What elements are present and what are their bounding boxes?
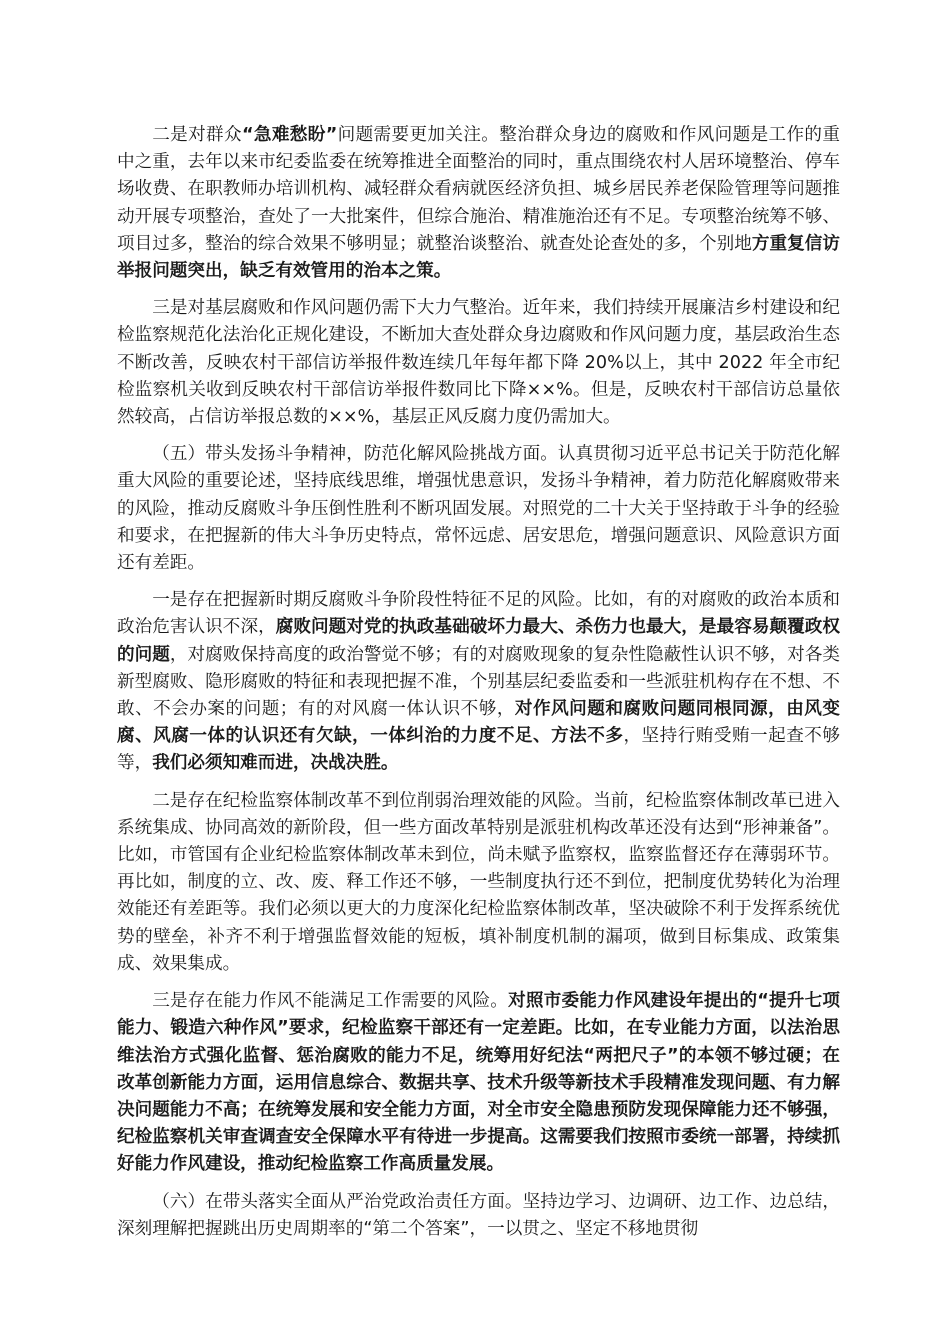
- document-page: [117, 122, 840, 1253]
- text-run: 一是存在把握新时期反腐败斗争阶段性特征不足的风险。: [152, 590, 594, 611]
- text-run-bold: 腐败问题对党的执政基础破坏力最大、杀伤力也最大，是最容易颠覆政权的问题: [117, 617, 840, 665]
- text-run-bold: 方重复信访举报问题突出，缺乏有效管用的治本之策。: [117, 233, 840, 282]
- text-run-bold: 对作风问题和腐败问题同根同源，由风变腐、风腐一体的认识还有欠缺，一体纠治的力度不足、方法不多: [117, 699, 840, 747]
- text-run: （五）带头发扬斗争精神，防范化解风险挑战方面。认真贯彻习近平总书记关于防范化解重大风险的重要论述，坚持底线思维，增强忧患意识，发扬斗争精神，着力防范化解腐败带来的风险，推动反腐败斗争压倒性胜利不断巩固发展。对照党的二十大关于坚持敢于斗争的经验和要求，在把握新的伟大斗争历史特点，常怀远虑、居安思危，增强问题意识、风险意识方面还有差距。: [117, 444, 840, 574]
- text-run: ，对腐败保持高度的政治警觉不够；有的对腐败现象的复杂性隐蔽性认识不够，对各类新型腐败、隐形腐败的特征和表现把握不准，个别基层纪委监委和一些派驻机构存在不想、不敢、不会办案的问题；有的对风腐一体认识不够，: [117, 644, 840, 720]
- text-run: 三是存在能力作风不能满足工作需要的风险。: [152, 991, 509, 1012]
- paragraph-risk-two: [117, 788, 840, 978]
- paragraph-grassroots-corruption: [117, 295, 840, 431]
- text-run: 二是对群众: [152, 125, 242, 145]
- text-run: 问题需要更加关注。整治群众身边的腐败和作风问题是工作的重中之重，去年以来市纪委监委在统筹推进全面整治的同时，重点围绕农村人居环境整治、停车场收费、在职教师办培训机构、减轻群众看病就医经济负担、城乡居民养老保险管理等问题推动开展专项整治，查处了一大批案件，但综合施治、精准施治还有不足。专项整治统筹不够、项目过多，整治的综合效果不够明显；就整治谈整治、就查处论查处的多，个别地: [117, 125, 840, 254]
- text-run: 三是对基层腐败和作风问题仍需下大力气整治。近年来，我们持续开展廉洁乡村建设和纪检监察规范化法治化正规化建设，不断加大查处群众身边腐败和作风问题力度，基层政治生态不断改善，反映农村干部信访举报件数连续几年每年都下降 20%以上，其中 2022 年全市纪检监察机关收到反映农村干部信访举报件数同比下降××%。但是，反映农村干部信访总量依然较高，占信访举报总数的××%，基层正风反腐力度仍需加大。: [117, 298, 840, 428]
- text-run: （六）在带头落实全面从严治党政治责任方面。坚持边学习、边调研、边工作、边总结，深刻理解把握跳出历史周期率的“第二个答案”，一以贯之、坚定不移地贯彻: [117, 1191, 840, 1239]
- paragraph-risk-three: [117, 988, 840, 1178]
- text-run: 比如，有的对腐败的政治本质和政治危害认识不深，: [117, 590, 840, 638]
- paragraph-risk-one: [117, 587, 840, 777]
- text-run-bold: 对照市委能力作风建设年提出的“提升七项能力、锻造六种作风”要求，纪检监察干部还有一定差距。比如，在专业能力方面，以法治思维法治方式强化监督、惩治腐败的能力不足，统筹用好纪法“两把尺子”的本领不够过硬；在改革创新能力方面，运用信息综合、数据共享、技术升级等新技术手段精准发现问题、有力解决问题能力不高；在统筹发展和安全能力方面，对全市安全隐患预防发现保障能力还不够强，纪检监察机关审查调查安全保障水平有待进一步提高。这需要我们按照市委统一部署，持续抓好能力作风建设，推动纪检监察工作高质量发展。: [117, 991, 840, 1175]
- text-run: 二是存在纪检监察体制改革不到位削弱治理效能的风险。当前，纪检监察体制改革已进入系统集成、协同高效的新阶段，但一些方面改革特别是派驻机构改革还没有达到“形神兼备”。比如，市管国有企业纪检监察体制改革未到位，尚未赋予监察权，监察监督还存在薄弱环节。再比如，制度的立、改、废、释工作还不够，一些制度执行还不到位，把制度优势转化为治理效能还有差距等。我们必须以更大的力度深化纪检监察体制改革，坚决破除不利于发挥系统优势的壁垒，补齐不利于增强监督效能的短板，填补制度机制的漏项，做到目标集成、政策集成、效果集成。: [117, 790, 840, 974]
- text-run-bold: 我们必须知难而进，决战决胜。: [152, 753, 399, 774]
- text-run-bold: “急难愁盼”: [241, 125, 338, 145]
- paragraph-rural-concerns: [117, 122, 840, 285]
- text-run: ，坚持行贿受贿一起查不够等，: [117, 726, 840, 774]
- paragraph-section-five-heading: [117, 441, 840, 577]
- paragraph-section-six-heading: [117, 1189, 840, 1243]
